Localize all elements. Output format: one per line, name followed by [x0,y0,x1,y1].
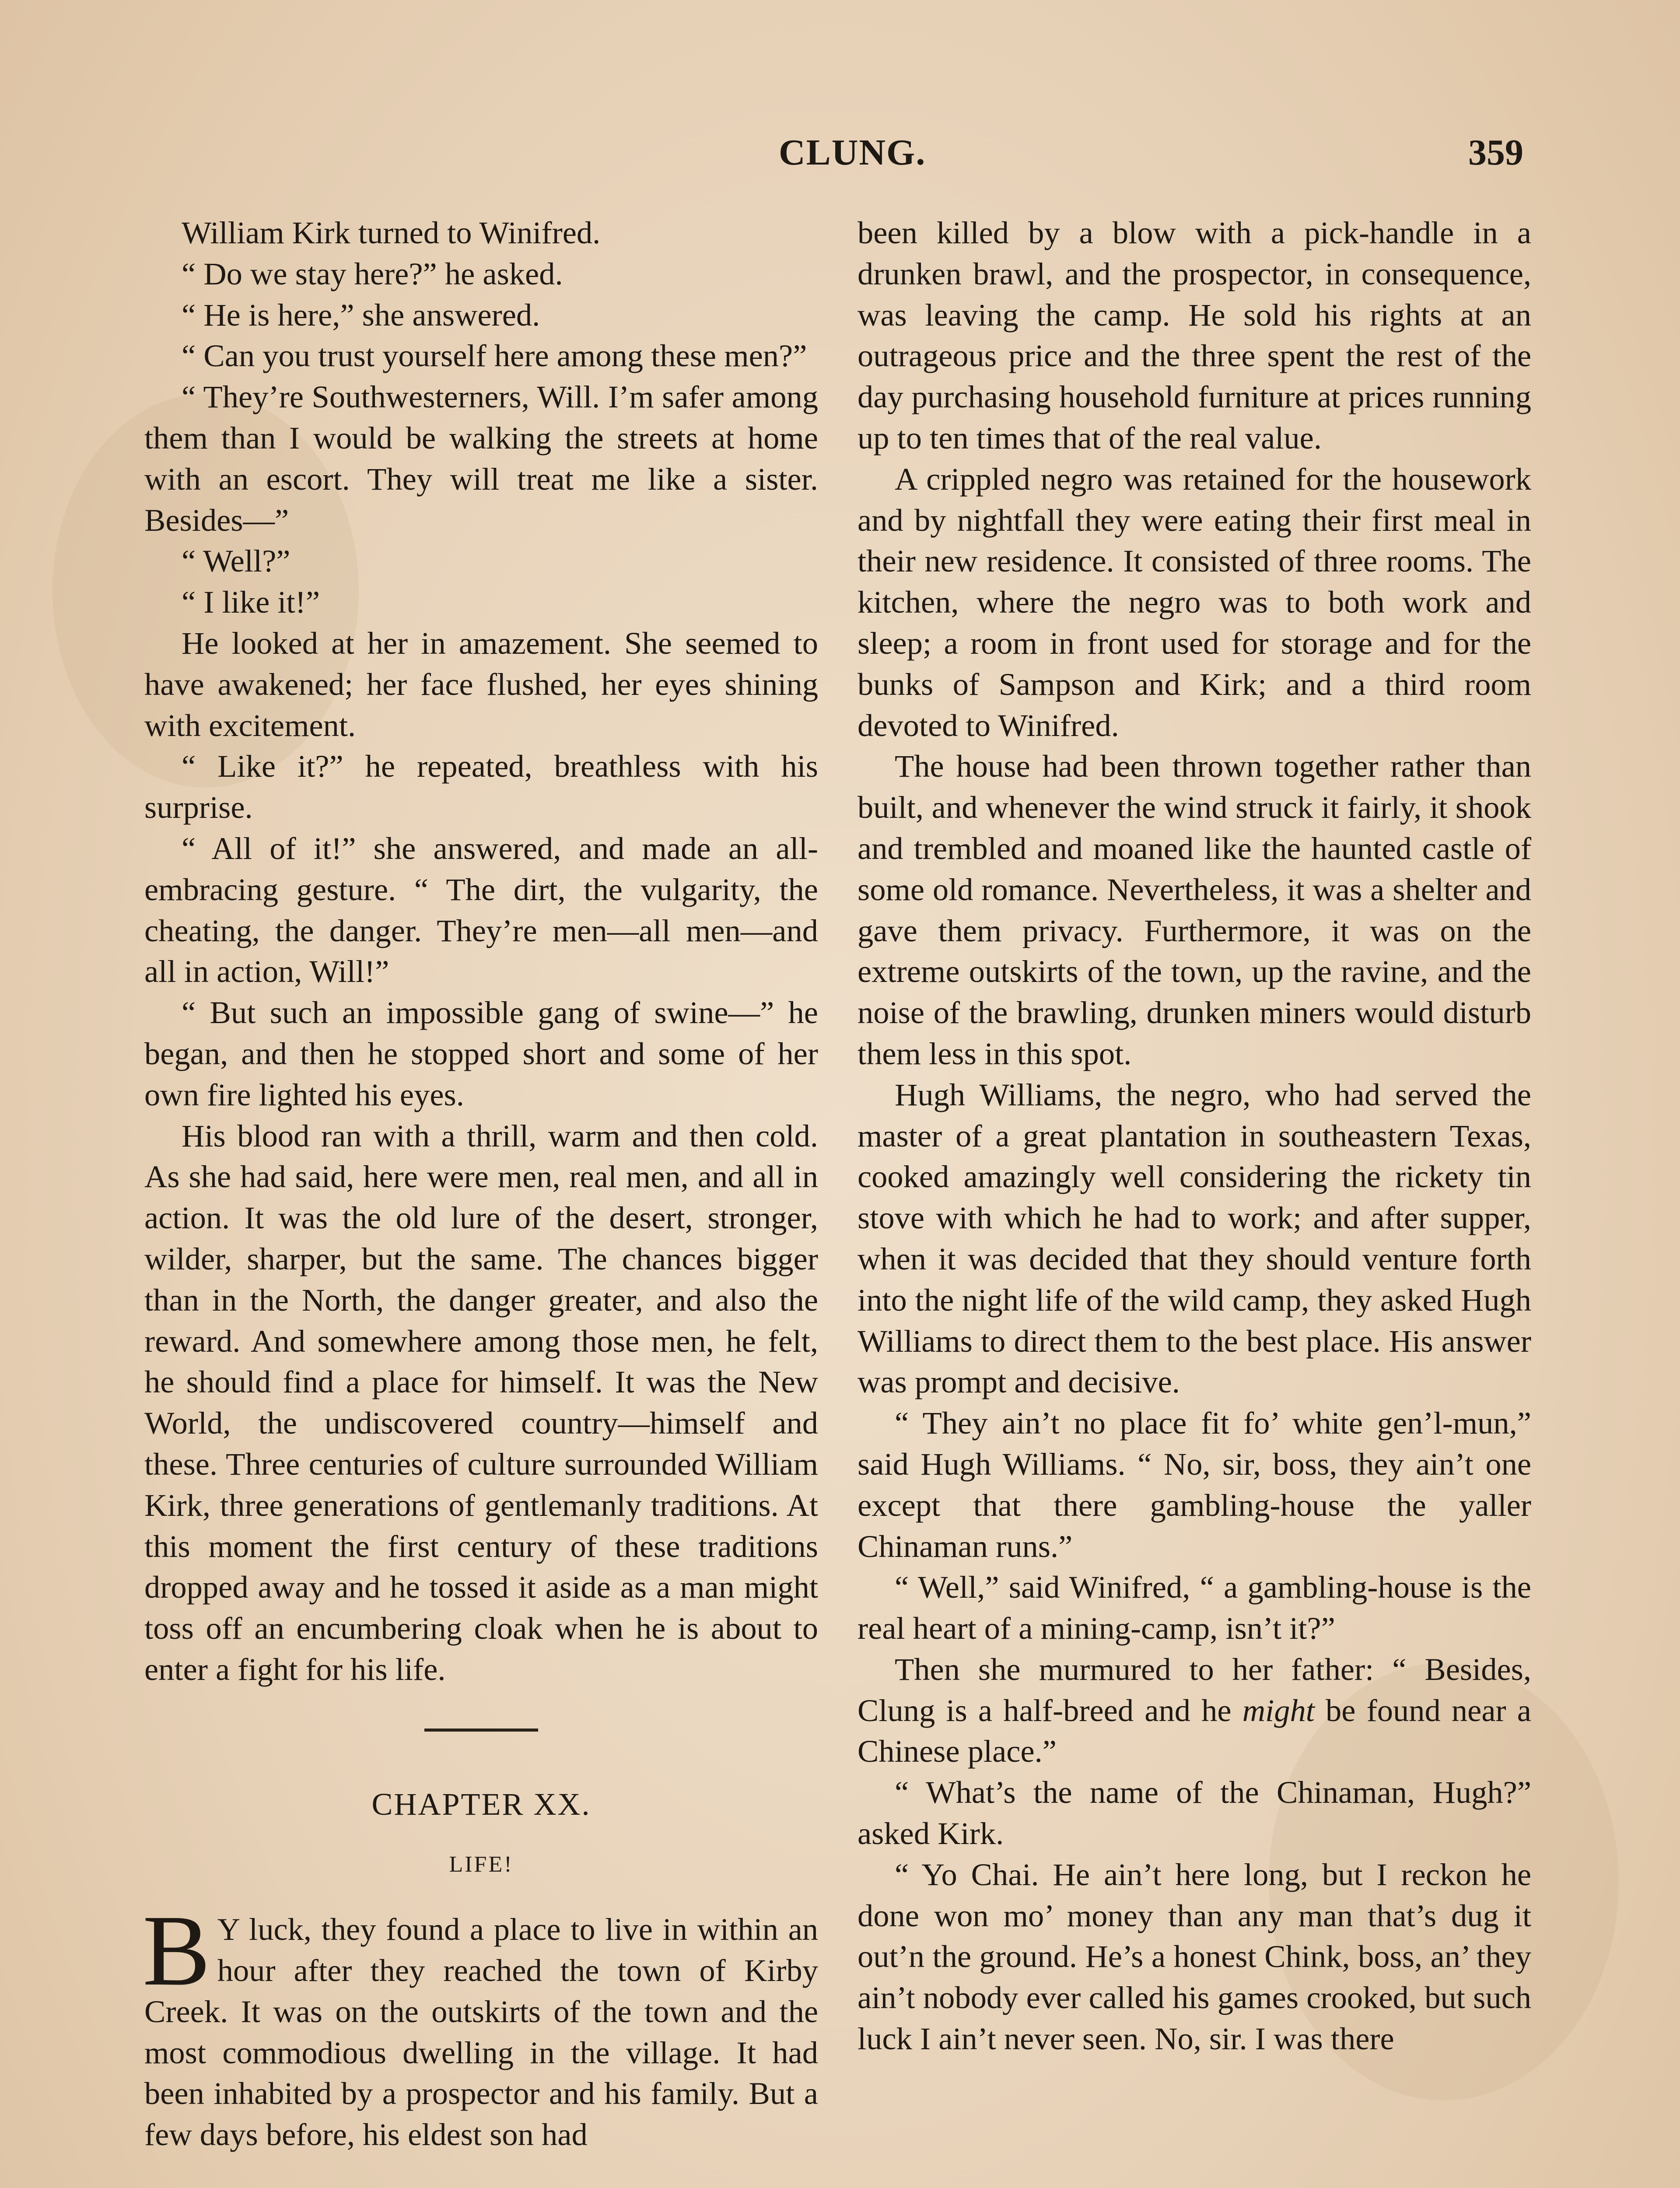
paragraph: Hugh Williams, the negro, who had served the master of a great plantation in southeastern Texas, cooked amazingly well considering the rickety tin stove with which he had to work; and after supper, when it was decided that they should venture forth into the night life of the wild camp, they asked Hugh Williams to direct them to the best place. His answer was prompt and decisive. [858,1076,1531,1400]
paragraph: “ Well,” said Winifred, “ a gambling-house is the real heart of a mining-camp, isn’t it?” [858,1569,1531,1646]
paragraph: “ All of it!” she answered, and made an all-embracing gesture. “ The dirt, the vulgarity, the cheating, the danger. They’re men—all men—and all in action, Will!” [144,830,818,989]
opening-text: Y luck, they found a place to live in within an hour after they reached the town of Kirby Creek. It was on the outskirts of the town and the most commodious dwelling in the village. It had been inhabited by a prospector and his family. But a few days before, his eldest son had [144,1911,818,2153]
paragraph-text: be found near a Chinese place.” [858,1692,1531,1769]
paragraph: “ They ain’t no place fit fo’ white gen’l-mun,” said Hugh Williams. “ No, sir, boss, they ain’t one except that there gambling-house the yaller Chinaman runs.” [858,1405,1531,1564]
paragraph: A crippled negro was retained for the housework and by nightfall they were eating their first meal in their new residence. It consisted of three rooms. The kitchen, where the negro was to both work and sleep; a room in front used for storage and for the bunks of Sampson and Kirk; and a third room devoted to Winifred. [858,461,1531,743]
paragraph: “ What’s the name of the Chinaman, Hugh?” asked Kirk. [858,1774,1531,1851]
drop-cap: B [143,1894,210,2007]
paragraph: “ Can you trust yourself here among these men?” [182,338,807,374]
paragraph: He looked at her in amazement. She seemed to have awakened; her face flushed, her eyes shining with excitement. [144,625,818,743]
paragraph: The house had been thrown together rather than built, and whenever the wind struck it fairly, it shook and trembled and moaned like the haunted castle of some old romance. Nevertheless, it was a shelter and gave them privacy. Furthermore, it was on the extreme outskirts of the town, up the ravine, and the noise of the brawling, drunken miners would disturb them less in this spot. [858,748,1531,1071]
right-column [858,212,1531,2059]
chapter-opening-paragraph [143,1894,818,2155]
paragraph: “ Do we stay here?” he asked. [182,256,563,291]
page-number: 359 [1468,132,1523,173]
paragraph: “ Well?” [182,543,290,579]
paragraph: “ I like it!” [182,584,320,620]
paragraph-continuation: been killed by a blow with a pick-handle in a drunken brawl, and the prospector, in consequence, was leaving the camp. He sold his rights at an outrageous price and the three spent the rest of the day purchasing household furniture at prices running up to ten times that of the real value. [858,215,1531,456]
paragraph: “ He is here,” she answered. [182,297,540,333]
paragraph: “ But such an impossible gang of swine—” he began, and then he stopped short and some of her own fire lighted his eyes. [144,995,818,1112]
section-divider [424,1729,538,1732]
chapter-title: CHAPTER XX. [371,1786,591,1822]
paragraph-text: Then she murmured to her father: “ Besides, Clung is a half-breed and he [858,1651,1531,1728]
paragraph: His blood ran with a thrill, warm and then cold. As she had said, here were men, real men, and all in action. It was the old lure of the desert, stronger, wilder, sharper, but the same. The chances bigger than in the North, the danger greater, and also the reward. And somewhere among those men, he felt, he should find a place for himself. It was the New World, the undiscovered country—himself and these. Three centuries of culture surrounded William Kirk, three generations of gentlemanly traditions. At this moment the first century of these traditions dropped away and he tossed it aside as a man might toss off an encumbering cloak when he is about to enter a fight for his life. [144,1118,818,1687]
paragraph: “ They’re Southwesterners, Will. I’m safer among them than I would be walking the streets at home with an escort. They will treat me like a sister. Besides—” [144,379,818,538]
left-column [144,212,818,2155]
chapter-subtitle: LIFE! [449,1852,514,1877]
paragraph: William Kirk turned to Winifred. [182,215,601,250]
paragraph: “ Yo Chai. He ain’t here long, but I reckon he done won mo’ money than any man that’s dug it out’n the ground. He’s a honest Chink, boss, an’ they ain’t nobody ever called his games crooked, but such luck I ain’t never seen. No, sir. I was there [858,1856,1531,2057]
emphasis-text: might [1242,1692,1315,1728]
paragraph [858,1649,1531,1772]
running-head: CLUNG. [779,132,926,173]
paragraph: “ Like it?” he repeated, breathless with his surprise. [144,748,818,825]
page-header [0,131,1680,179]
